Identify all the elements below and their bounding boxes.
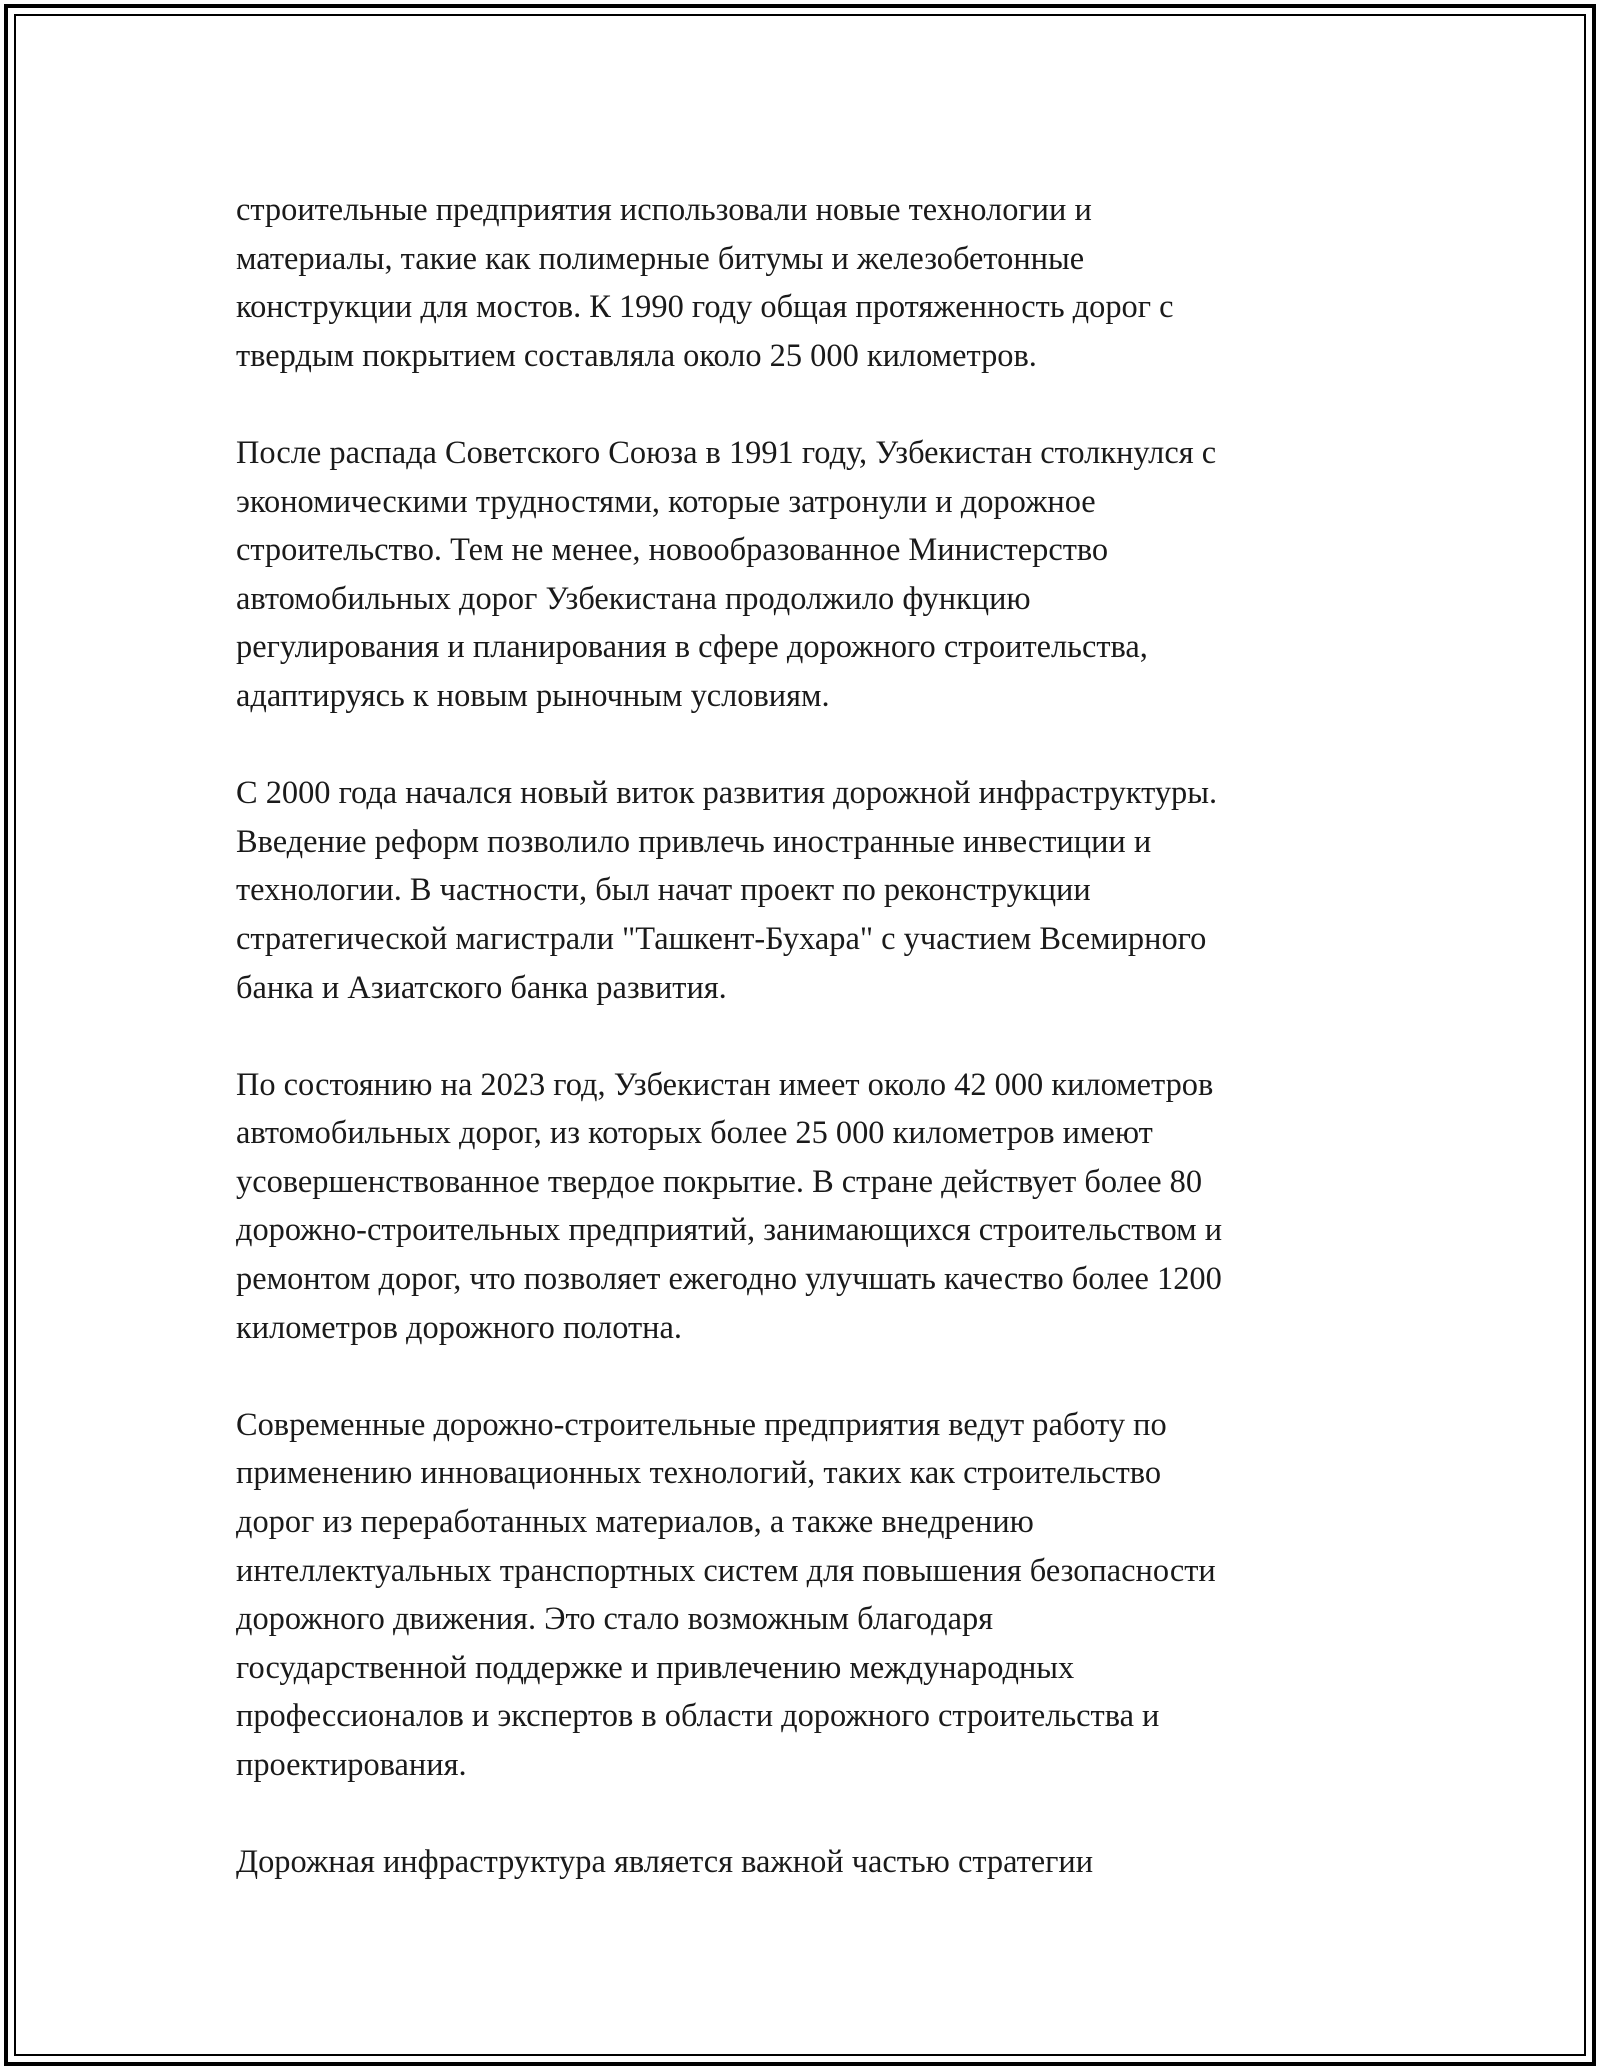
text-line: проектирования.	[236, 1747, 467, 1783]
paragraph-5	[236, 1401, 1376, 1790]
text-line: стратегической магистрали "Ташкент-Бухара" с участием Всемирного	[236, 920, 1207, 957]
text-line: автомобильных дорог Узбекистана продолжило функцию	[236, 580, 1031, 617]
text-line: Введение реформ позволило привлечь иностранные инвестиции и	[236, 823, 1152, 860]
text-line: адаптируясь к новым рыночным условиям.	[236, 677, 830, 714]
text-line: технологии. В частности, был начат проект по реконструкции	[236, 872, 1091, 909]
text-line: применению инновационных технологий, таких как строительство	[236, 1455, 1162, 1492]
text-line: строительные предприятия использовали новые технологии и	[236, 192, 1092, 228]
document-body	[236, 186, 1376, 1935]
text-line: Современные дорожно-строительные предприятия ведут работу по	[236, 1406, 1167, 1443]
text-line: автомобильных дорог, из которых более 25 000 километров имеют	[236, 1115, 1153, 1152]
text-line: регулирования и планирования в сфере дорожного строительства,	[236, 629, 1148, 666]
text-line: профессионалов и экспертов в области дорожного строительства и	[236, 1698, 1160, 1735]
paragraph-4	[236, 1061, 1376, 1353]
paragraph-3	[236, 769, 1376, 1012]
text-line: С 2000 года начался новый виток развития дорожной инфраструктуры.	[236, 775, 1218, 812]
text-line: После распада Советского Союза в 1991 году, Узбекистан столкнулся с	[236, 434, 1217, 471]
text-line: банка и Азиатского банка развития.	[236, 969, 727, 1006]
paragraph-1	[236, 186, 1376, 380]
paragraph-6	[236, 1838, 1376, 1887]
text-line: материалы, такие как полимерные битумы и железобетонные	[236, 240, 1085, 277]
text-line: экономическими трудностями, которые затронули и дорожное	[236, 483, 1096, 520]
text-line: государственной поддержке и привлечению международных	[236, 1649, 1075, 1686]
text-line: По состоянию на 2023 год, Узбекистан имеет около 42 000 километров	[236, 1066, 1214, 1103]
text-line: строительство. Тем не менее, новообразованное Министерство	[236, 532, 1109, 569]
text-line: твердым покрытием составляла около 25 000 километров.	[236, 337, 1037, 374]
text-line: конструкции для мостов. К 1990 году общая протяженность дорог с	[236, 289, 1174, 326]
text-line: дорожного движения. Это стало возможным благодаря	[236, 1601, 994, 1638]
text-line: усовершенствованное твердое покрытие. В стране действует более 80	[236, 1163, 1203, 1200]
paragraph-2	[236, 429, 1376, 721]
text-line: километров дорожного полотна.	[236, 1309, 682, 1346]
text-line: Дорожная инфраструктура является важной частью стратегии	[236, 1844, 1094, 1881]
text-line: дорог из переработанных материалов, а также внедрению	[236, 1504, 1034, 1541]
text-line: дорожно-строительных предприятий, занимающихся строительством и	[236, 1212, 1223, 1249]
text-line: интеллектуальных транспортных систем для повышения безопасности	[236, 1552, 1216, 1589]
text-line: ремонтом дорог, что позволяет ежегодно улучшать качество более 1200	[236, 1261, 1222, 1298]
